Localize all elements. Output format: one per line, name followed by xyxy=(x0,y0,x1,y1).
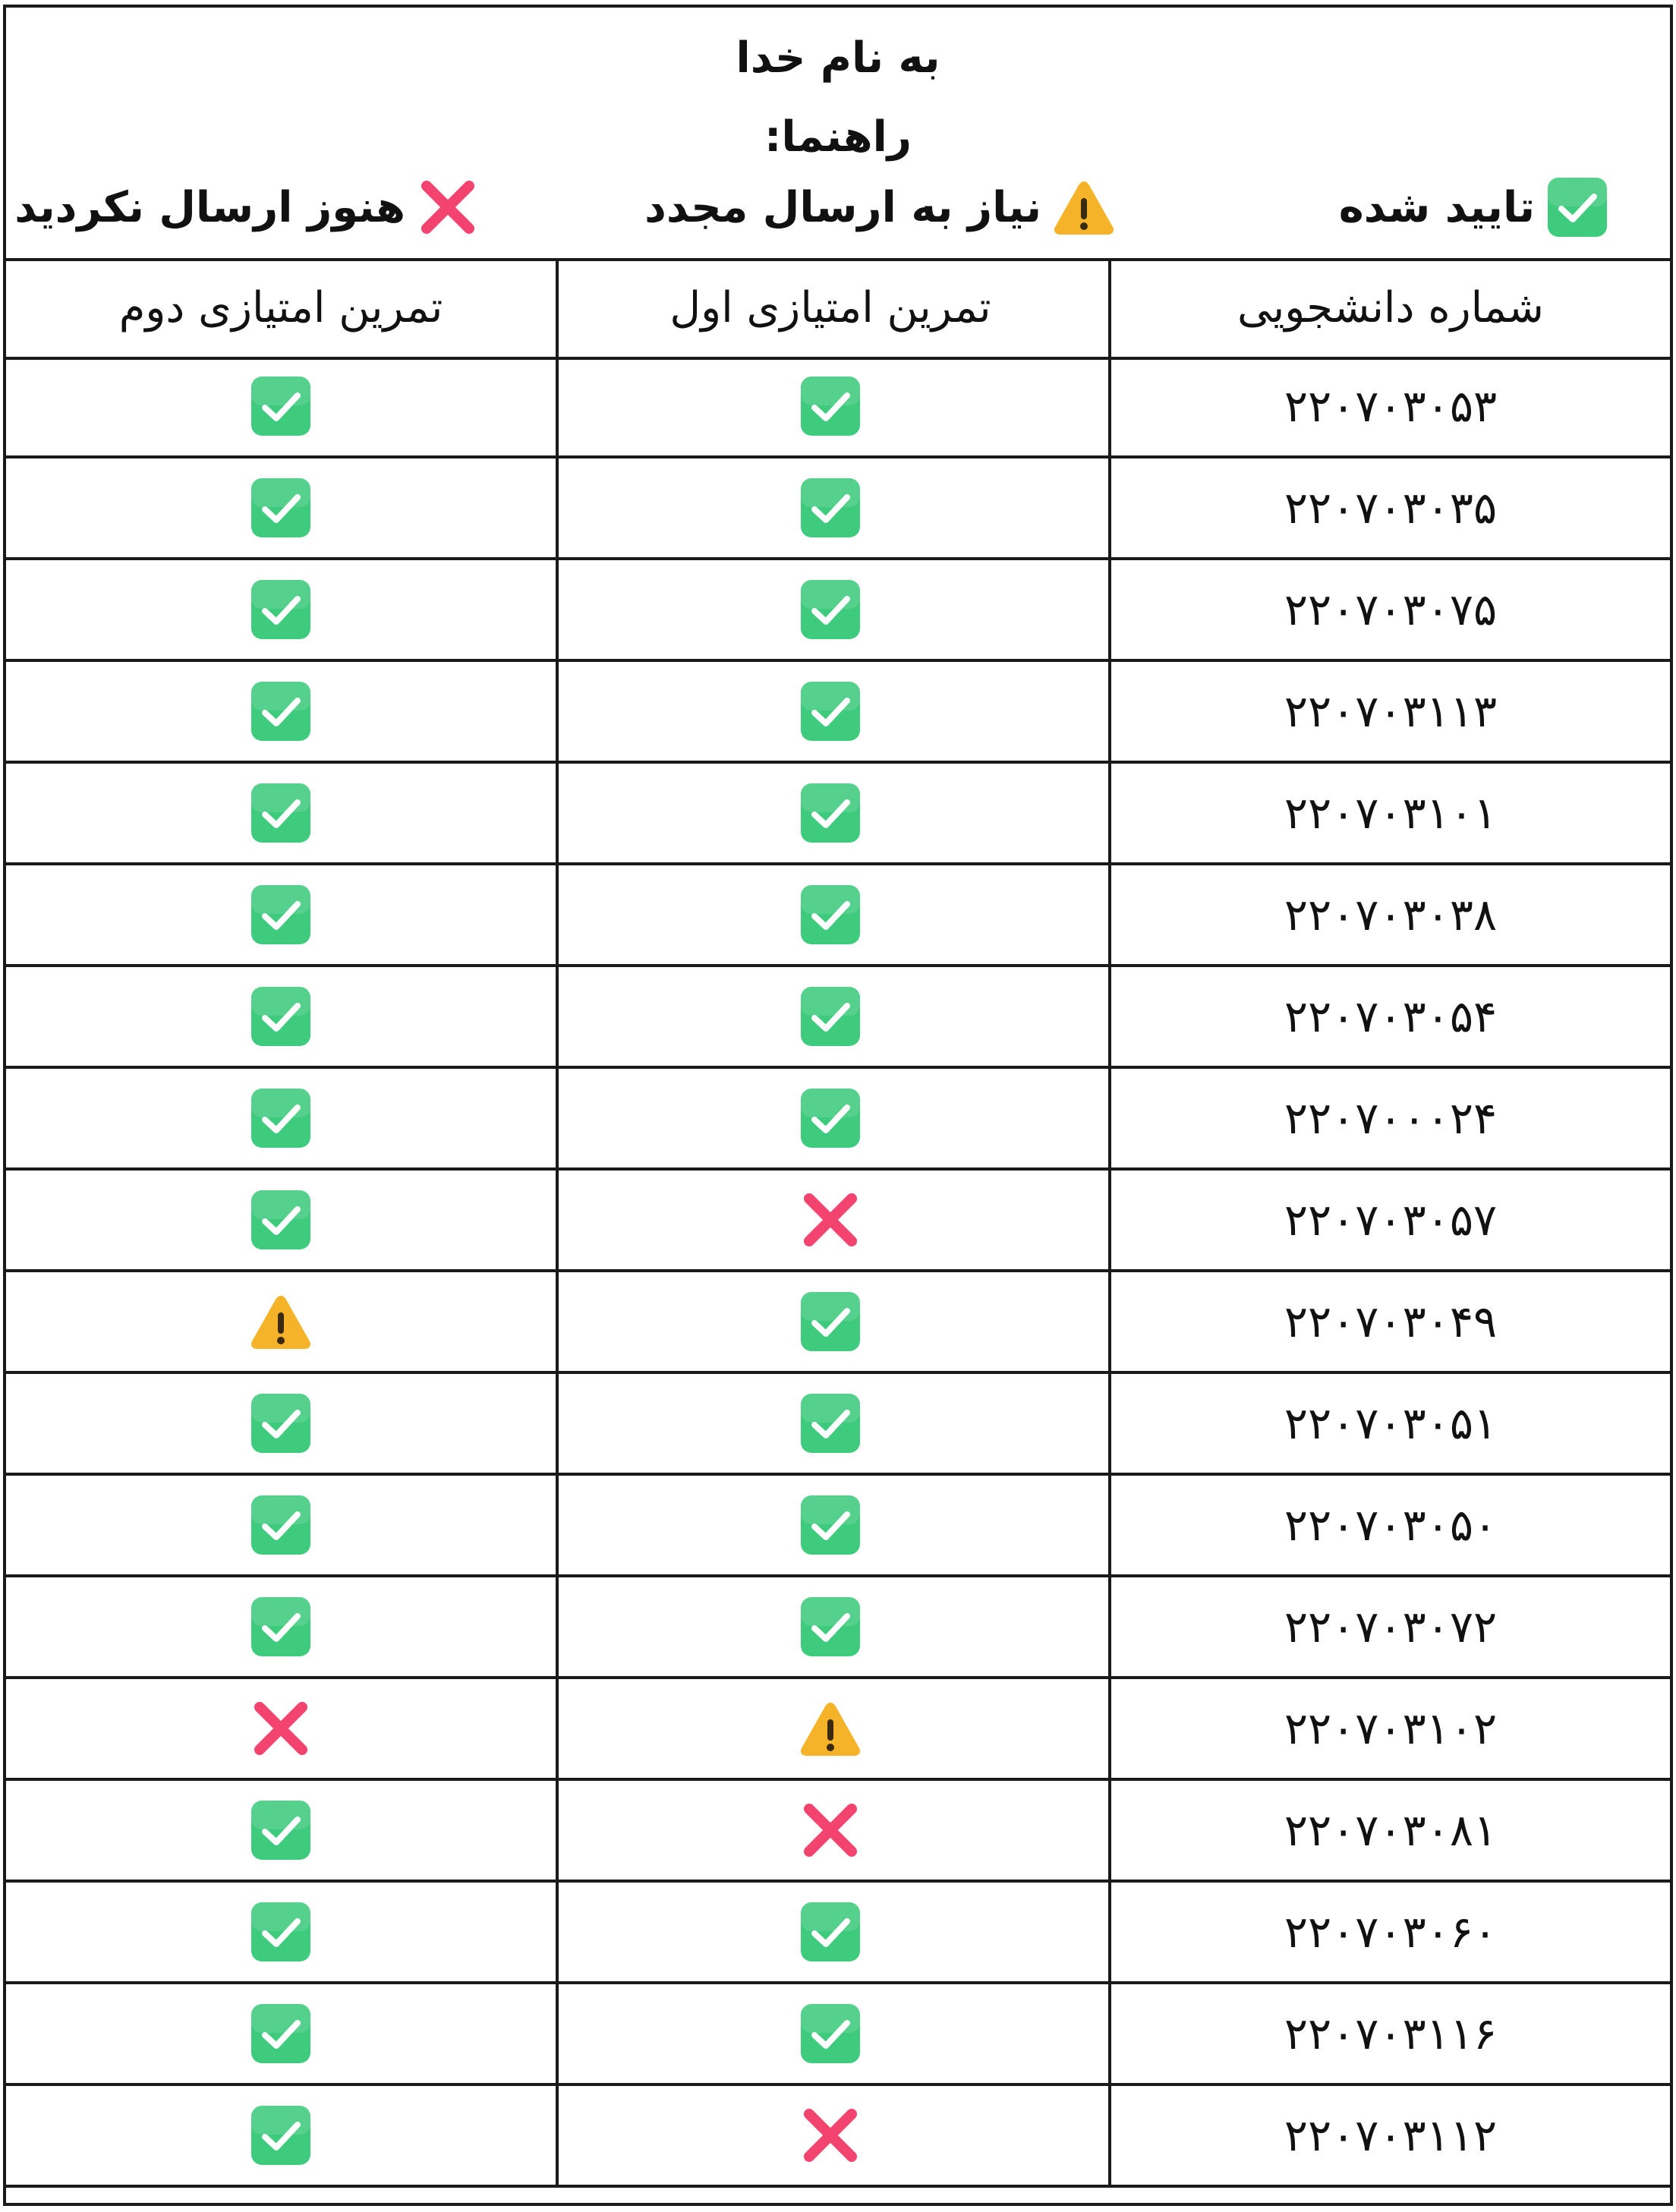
table-row xyxy=(6,1679,1670,1781)
legend-not-sent-label: هنوز ارسال نکردید xyxy=(14,182,405,232)
student-id-cell: ۲۲۰۷۰۳۱۱۳ xyxy=(1284,685,1498,737)
exercise-1-status-cell xyxy=(553,357,1111,455)
table-row xyxy=(6,1272,1670,1374)
check-box-icon xyxy=(249,1086,313,1150)
table-row xyxy=(6,967,1670,1069)
table-row xyxy=(6,357,1670,458)
table-row xyxy=(6,1883,1670,1984)
check-box-icon xyxy=(249,476,313,540)
column-header-exercise-1: تمرین امتیازی اول xyxy=(553,258,1111,357)
table-row xyxy=(6,865,1670,967)
exercise-2-status-cell xyxy=(6,1476,559,1574)
exercise-2-status-cell xyxy=(6,1883,559,1981)
cross-icon xyxy=(249,1697,313,1760)
check-box-icon xyxy=(799,1493,862,1557)
check-box-icon xyxy=(799,578,862,641)
table-row xyxy=(6,2086,1670,2188)
exercise-2-status-cell xyxy=(6,1171,559,1269)
exercise-2-status-cell xyxy=(6,357,559,455)
check-box-icon xyxy=(799,883,862,947)
exercise-1-status-cell xyxy=(553,1883,1111,1981)
student-id-cell: ۲۲۰۷۰۳۱۱۶ xyxy=(1284,2008,1498,2059)
check-box-icon xyxy=(799,1290,862,1353)
exercise-1-status-cell xyxy=(553,458,1111,557)
table-header-row xyxy=(6,258,1670,360)
check-box-icon xyxy=(249,374,313,438)
student-id-cell: ۲۲۰۷۰۳۰۳۸ xyxy=(1284,889,1498,941)
cross-icon xyxy=(799,1188,862,1252)
check-box-icon xyxy=(249,1798,313,1862)
exercise-2-status-cell xyxy=(6,967,559,1066)
exercise-2-status-cell xyxy=(6,1577,559,1676)
guide-label: راهنما: xyxy=(764,112,912,162)
exercise-2-status-cell xyxy=(6,1272,559,1371)
student-id-cell: ۲۲۰۷۰۳۰۶۰ xyxy=(1284,1906,1498,1958)
check-box-icon xyxy=(799,2002,862,2065)
student-id-cell: ۲۲۰۷۰۳۰۵۳ xyxy=(1284,380,1498,432)
table-row xyxy=(6,458,1670,560)
exercise-1-status-cell xyxy=(553,1272,1111,1371)
table-row xyxy=(6,1781,1670,1883)
exercise-2-status-cell xyxy=(6,2086,559,2185)
check-box-icon xyxy=(249,2002,313,2065)
exercise-2-status-cell xyxy=(6,1984,559,2083)
check-box-icon xyxy=(249,985,313,1048)
check-box-icon xyxy=(249,1391,313,1455)
student-id-cell: ۲۲۰۷۰۳۰۵۰ xyxy=(1284,1499,1498,1551)
check-box-icon xyxy=(799,374,862,438)
cross-icon xyxy=(799,2103,862,2167)
warning-icon xyxy=(799,1697,862,1760)
student-id-cell: ۲۲۰۷۰۳۰۵۱ xyxy=(1284,1397,1498,1449)
check-box-icon xyxy=(799,476,862,540)
legend-not-sent xyxy=(14,173,480,241)
exercise-1-status-cell xyxy=(553,1476,1111,1574)
student-id-cell: ۲۲۰۷۰۳۰۴۹ xyxy=(1284,1296,1498,1347)
exercise-2-status-cell xyxy=(6,1069,559,1167)
check-box-icon xyxy=(799,781,862,845)
exercise-2-status-cell xyxy=(6,1679,559,1778)
exercise-1-status-cell xyxy=(553,662,1111,761)
exercise-1-status-cell xyxy=(553,1069,1111,1167)
student-id-cell: ۲۲۰۷۰۳۱۱۲ xyxy=(1284,2110,1498,2161)
exercise-2-status-cell xyxy=(6,458,559,557)
exercise-2-status-cell xyxy=(6,865,559,964)
warning-icon xyxy=(249,1290,313,1353)
check-box-icon xyxy=(799,1900,862,1964)
column-header-student-id: شماره دانشجویی xyxy=(1237,282,1544,332)
student-id-cell: ۲۲۰۷۰۰۰۲۴ xyxy=(1284,1092,1498,1144)
check-box-icon xyxy=(799,1391,862,1455)
table-row xyxy=(6,1577,1670,1679)
table-row xyxy=(6,662,1670,764)
check-box-icon xyxy=(799,1086,862,1150)
document-header xyxy=(6,8,1670,261)
exercise-2-status-cell xyxy=(6,764,559,862)
exercise-2-status-cell xyxy=(6,560,559,659)
check-box-icon xyxy=(249,1900,313,1964)
exercise-1-status-cell xyxy=(553,1374,1111,1473)
table-row xyxy=(6,1374,1670,1476)
cross-icon xyxy=(799,1798,862,1862)
check-box-icon xyxy=(249,1595,313,1659)
student-id-cell: ۲۲۰۷۰۳۰۳۵ xyxy=(1284,482,1498,534)
table-row xyxy=(6,1984,1670,2086)
exercise-2-status-cell xyxy=(6,1374,559,1473)
student-id-cell: ۲۲۰۷۰۳۰۵۷ xyxy=(1284,1194,1498,1246)
exercise-1-status-cell xyxy=(553,865,1111,964)
student-id-cell: ۲۲۰۷۰۳۰۷۵ xyxy=(1284,584,1498,635)
legend-approved xyxy=(1339,173,1609,241)
student-id-cell: ۲۲۰۷۰۳۱۰۲ xyxy=(1284,1703,1498,1754)
exercise-1-status-cell xyxy=(553,764,1111,862)
table-row xyxy=(6,764,1670,865)
check-box-icon xyxy=(249,1188,313,1252)
table-row xyxy=(6,1476,1670,1577)
cross-icon xyxy=(416,175,480,239)
warning-icon xyxy=(1052,175,1116,239)
check-box-icon xyxy=(249,2103,313,2167)
exercise-1-status-cell xyxy=(553,1171,1111,1269)
table-row xyxy=(6,1069,1670,1171)
table-row xyxy=(6,560,1670,662)
exercise-1-status-cell xyxy=(553,2086,1111,2185)
student-id-cell: ۲۲۰۷۰۳۰۵۴ xyxy=(1284,991,1498,1042)
exercise-1-status-cell xyxy=(553,967,1111,1066)
legend-resend xyxy=(644,173,1116,241)
check-box-icon xyxy=(1545,175,1609,239)
student-id-cell: ۲۲۰۷۰۳۰۸۱ xyxy=(1284,1804,1498,1856)
exercise-2-status-cell xyxy=(6,1781,559,1880)
exercise-2-status-cell xyxy=(6,662,559,761)
check-box-icon xyxy=(249,883,313,947)
student-id-cell: ۲۲۰۷۰۳۱۰۱ xyxy=(1284,787,1498,839)
exercise-1-status-cell xyxy=(553,1577,1111,1676)
check-box-icon xyxy=(249,578,313,641)
exercise-1-status-cell xyxy=(553,1679,1111,1778)
check-box-icon xyxy=(799,679,862,743)
legend-approved-label: تایید شده xyxy=(1338,182,1535,232)
exercise-1-status-cell xyxy=(553,560,1111,659)
exercise-1-status-cell xyxy=(553,1781,1111,1880)
student-id-cell: ۲۲۰۷۰۳۰۷۲ xyxy=(1284,1601,1498,1653)
table-row xyxy=(6,1171,1670,1272)
check-box-icon xyxy=(249,679,313,743)
legend-resend-label: نیاز به ارسال مجدد xyxy=(644,182,1041,232)
page-title: به نام خدا xyxy=(736,33,940,83)
check-box-icon xyxy=(799,1595,862,1659)
exercise-1-status-cell xyxy=(553,1984,1111,2083)
check-box-icon xyxy=(249,781,313,845)
status-table-document xyxy=(3,5,1673,2206)
check-box-icon xyxy=(799,985,862,1048)
column-header-exercise-2: تمرین امتیازی دوم xyxy=(6,258,559,357)
check-box-icon xyxy=(249,1493,313,1557)
